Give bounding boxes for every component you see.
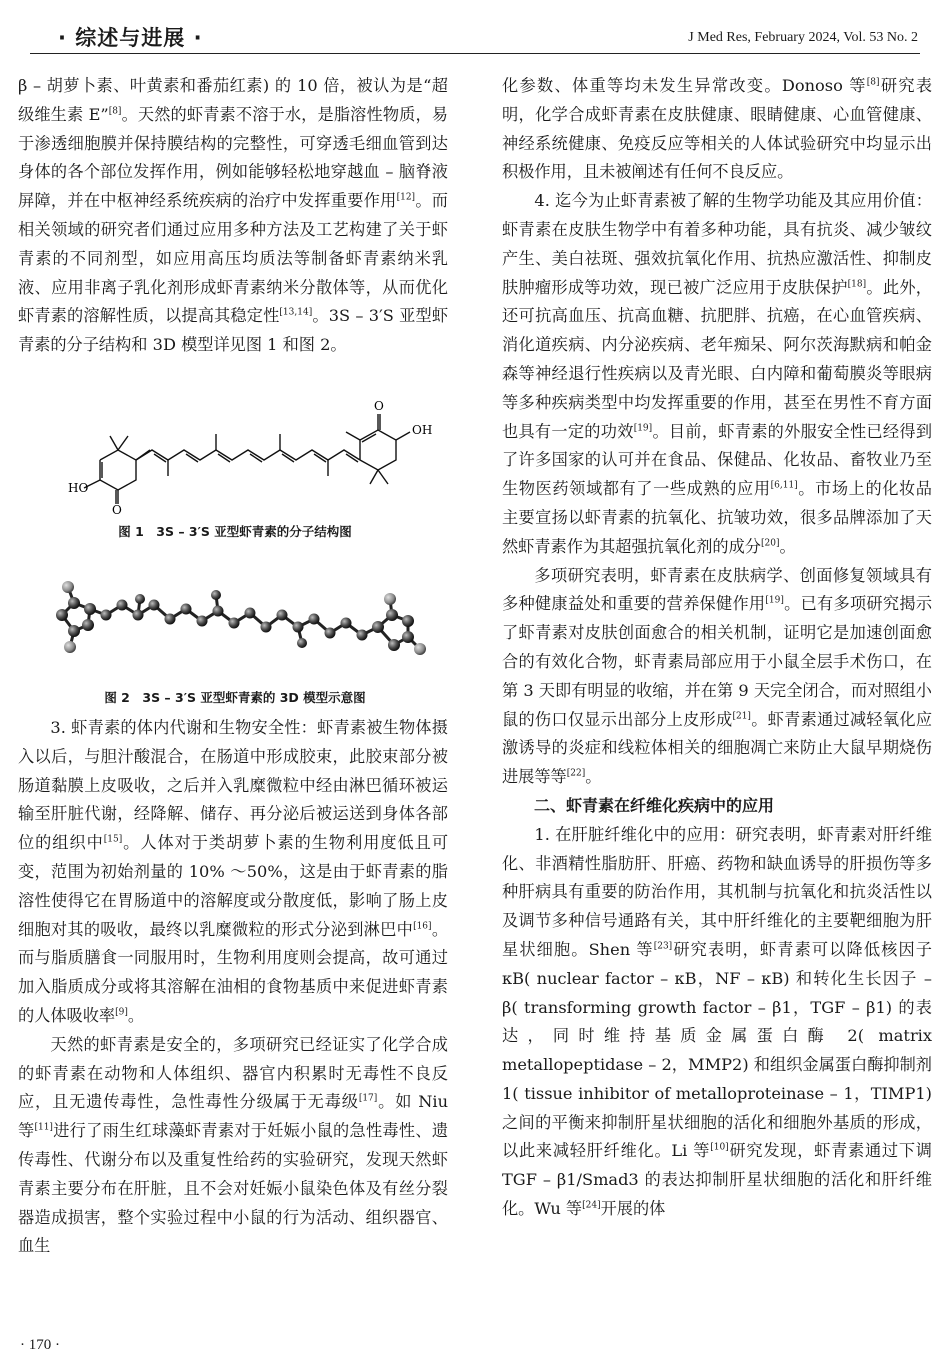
ho-label: HO <box>68 481 89 495</box>
citation[interactable]: [16] <box>413 921 432 932</box>
citation[interactable]: [11] <box>34 1122 53 1133</box>
oh-label: OH <box>412 423 433 437</box>
citation[interactable]: [6,11] <box>770 480 798 491</box>
left-column <box>18 72 448 360</box>
citation[interactable]: [8] <box>108 106 122 117</box>
paragraph: β – 胡萝卜素、叶黄素和番茄红素) 的 10 倍，被认为是“超级维生素 E”[8]。天然的虾青素不溶于水，是脂溶性物质，易于渗透细胞膜并保持膜结构的完整性，可穿透毛细血管到达身体的各个部位发挥作用，例如能够轻松地穿越血 – 脑脊液屏障，并在中枢神经系统疾病的治疗中发挥重要作用[12]。而相关领域的研究者们通过应用多种方法及工艺构建了关于虾青素的不同剂型，如应用高压均质法等制备虾青素纳米乳液、应用非离子乳化剂形成虾青素纳米分散体等，从而优化虾青素的溶解性质，以提高其稳定性[13,14]。3S – 3′S 亚型虾青素的分子结构和 3D 模型详见图 1 和图 2。 <box>18 76 449 355</box>
figure-2-3d-model <box>40 565 430 675</box>
citation[interactable]: [13,14] <box>279 307 313 318</box>
citation[interactable]: [15] <box>103 834 123 845</box>
citation[interactable]: [21] <box>732 711 751 722</box>
left-column-lower <box>18 714 448 1261</box>
citation[interactable]: [24] <box>582 1200 601 1211</box>
citation[interactable]: [8] <box>866 77 880 88</box>
citation[interactable]: [17] <box>358 1093 378 1104</box>
citation[interactable]: [19] <box>765 595 784 606</box>
figure-2-caption: 图 2 3S – 3′S 亚型虾青素的 3D 模型示意图 <box>104 690 366 705</box>
paragraph: 天然的虾青素是安全的，多项研究已经证实了化学合成的虾青素在动物和人体组织、器官内积累时无毒性不良反应，且无遗传毒性，急性毒性分级属于无毒级[17]。如 Niu 等[11]进行了雨生红球藻虾青素对于妊娠小鼠的急性毒性、遗传毒性、代谢分布以及重复性给药的实验研究，发现天然虾青素主要分布在肝脏，且不会对妊娠小鼠染色体及有丝分裂器造成损害，整个实验过程中小鼠的行为活动、组织器官、血生 <box>18 1034 449 1256</box>
o-label-right: O <box>374 399 384 413</box>
paragraph: 4. 迄今为止虾青素被了解的生物学功能及其应用价值：虾青素在皮肤生物学中有着多种功能，具有抗炎、减少皱纹产生、美白祛斑、强效抗氧化作用、抗热应激活性、抑制皮肤肿瘤形成等功效，现已被广泛应用于皮肤保护[18]。此外，还可抗高血压、抗高血糖、抗肥胖、抗癌，在心血管疾病、消化道疾病、内分泌疾病、老年痴呆、阿尔茨海默病和帕金森等神经退行性疾病以及青光眼、白内障和葡萄膜炎等眼病等多种疾病类型中均发挥重要的作用，甚至在男性不育方面也具有一定的功效[19]。目前，虾青素的外服安全性已经得到了许多国家的认可并在食品、保健品、化妆品、畜牧业乃至生物医药领域都有了一些成熟的应用[6,11]。市场上的化妆品主要宣扬以虾青素的抗氧化、抗皱功效，很多品牌添加了天然虾青素作为其超强抗氧化剂的成分[20]。 <box>502 191 933 556</box>
figure-1-molecular-structure <box>40 392 433 517</box>
figure-1-caption: 图 1 3S – 3′S 亚型虾青素的分子结构图 <box>118 524 352 539</box>
citation[interactable]: [22] <box>566 768 586 779</box>
citation[interactable]: [10] <box>710 1143 729 1154</box>
citation[interactable]: [9] <box>115 1007 128 1018</box>
paragraph: 1. 在肝脏纤维化中的应用：研究表明，虾青素对肝纤维化、非酒精性脂肪肝、肝癌、药物和缺血诱导的肝损伤等多种肝病具有重要的防治作用，其机制与抗氧化和抗炎活性以及调节多种信号通路有关，其中肝纤维化的主要靶细胞为肝星状细胞。Shen 等[23]研究表明，虾青素可以降低核因子 κB( nuclear factor – κB，NF – κB) 和转化生长因子 – β( transforming growth factor – β1，TGF – β1) 的表达，同时维持基质金属蛋白酶 2( matrix metallopeptidase – 2，MMP2) 和组织金属蛋白酶抑制剂 1( tissue inhibitor of metalloproteinase – 1，TIMP1) 之间的平衡来抑制肝星状细胞的活化和细胞外基质的形成，以此来减轻肝纤维化。Li 等[10]研究发现，虾青素通过下调 TGF – β1/Smad3 的表达抑制肝星状细胞的活化和肝纤维化。Wu 等[24]开展的体 <box>502 824 932 1219</box>
paragraph: 多项研究表明，虾青素在皮肤病学、创面修复领域具有多种健康益处和重要的营养保健作用[19]。已有多项研究揭示了虾青素对皮肤创面愈合的相关机制，证明它是加速创面愈合的有效化合物，虾青素局部应用于小鼠全层手术伤口，在第 3 天即有明显的收缩，并在第 9 天完全闭合，而对照组小鼠的伤口仅显示出部分上皮形成[21]。虾青素通过减轻氧化应激诱导的炎症和线粒体相关的细胞凋亡来防止大鼠早期烧伤进展等等[22]。 <box>502 565 933 787</box>
section-heading: 二、虾青素在纤维化疾病中的应用 <box>534 795 775 815</box>
paragraph: 化参数、体重等均未发生异常改变。Donoso 等[8]研究表明，化学合成虾青素在皮肤健康、眼睛健康、心血管健康、神经系统健康、免疫反应等相关的人体试验研究中均显示出积极作用，且未被阐述有任何不良反应。 <box>502 76 933 182</box>
citation[interactable]: [12] <box>396 192 416 203</box>
citation[interactable]: [23] <box>653 941 673 952</box>
journal-info: J Med Res, February 2024, Vol. 53 No. 2 <box>688 30 918 45</box>
citation[interactable]: [19] <box>633 423 653 434</box>
right-column <box>502 72 932 1224</box>
paragraph: 3. 虾青素的体内代谢和生物安全性：虾青素被生物体摄入以后，与胆汁酸混合，在肠道中形成胶束，此胶束部分被肠道黏膜上皮吸收，之后并入乳糜微粒中经由淋巴循环被运输至肝脏代谢，经降解、储存、再分泌后被运送到身体各部位的组织中[15]。人体对于类胡萝卜素的生物利用度低且可变，范围为初始剂量的 10% ～50%，这是由于虾青素的脂溶性使得它在胃肠道中的溶解度或分散度低，影响了肠上皮细胞对其的吸收，最终以乳糜微粒的形式分泌到淋巴中[16]。而与脂质膳食一同服用时，生物利用度则会提高，故可通过加入脂质成分或将其溶解在油相的食物基质中来促进虾青素的人体吸收率[9]。 <box>18 718 449 1025</box>
citation[interactable]: [18] <box>847 279 867 290</box>
citation[interactable]: [20] <box>761 538 780 549</box>
o-label-left: O <box>112 503 122 517</box>
page-header <box>30 14 920 54</box>
page-number: · 170 · <box>20 1337 60 1353</box>
section-title: · 综述与进展 · <box>58 26 203 50</box>
